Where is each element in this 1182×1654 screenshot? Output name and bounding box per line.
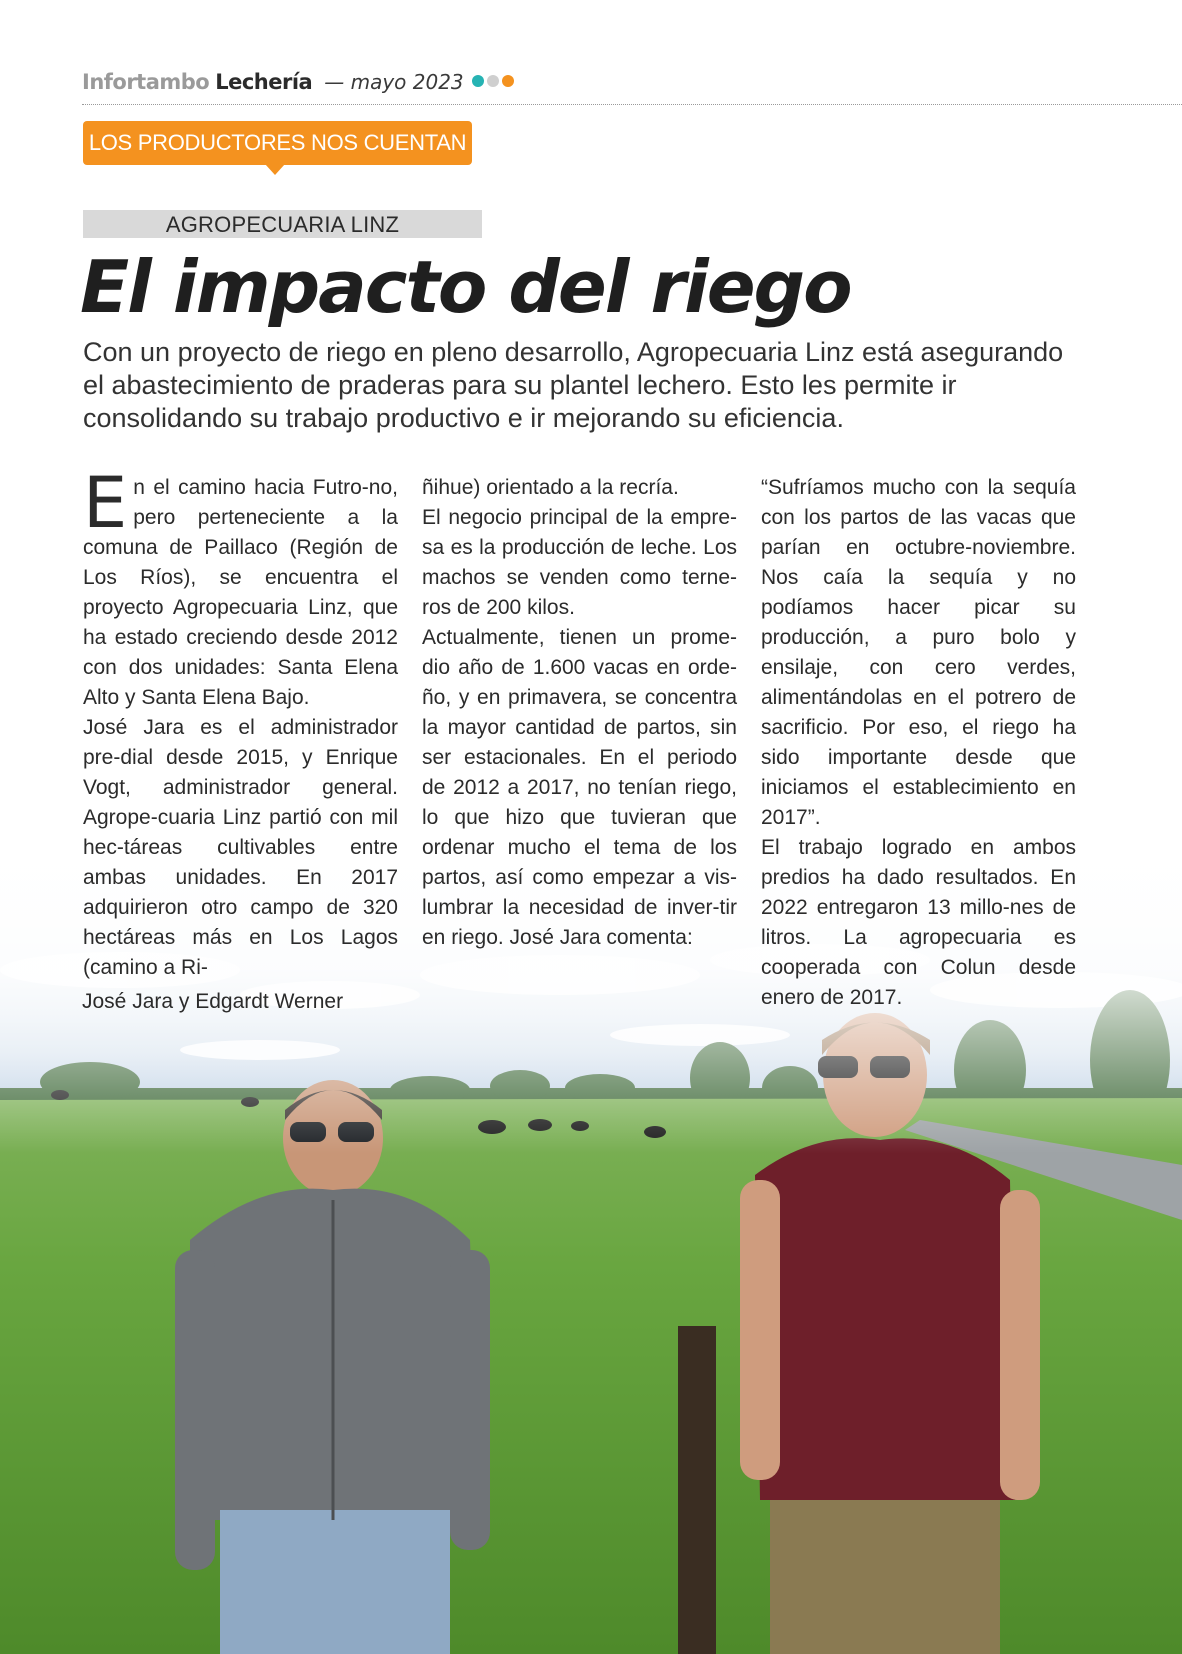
column-1 bbox=[83, 462, 398, 983]
column-3 bbox=[761, 473, 1076, 1013]
kicker-label: AGROPECUARIA LINZ bbox=[83, 210, 482, 238]
dot-gray bbox=[487, 75, 499, 87]
brand-secondary: Lechería bbox=[215, 70, 313, 94]
issue-date: — mayo 2023 bbox=[324, 70, 464, 94]
col2-paragraph-2: El negocio principal de la empre-sa es la producción de leche. Los machos se venden como terne-ros de 200 kilos. bbox=[422, 506, 737, 619]
drop-cap: E bbox=[83, 462, 128, 544]
col2-paragraph-3: Actualmente, tienen un prome-dio año de 1.600 vacas en orde-ño, y en primavera, se concentra la mayor cantidad de partos, sin ser estacionales. En el periodo de 2012 a 2017, no tenían riego, lo que hizo que tuvieran que ordenar mucho el tema de los partos, así como empezar a vis-lumbrar la necesidad de inver-tir en riego. José Jara comenta: bbox=[422, 626, 737, 949]
col1-paragraph-1-text: n el camino hacia Futro-no, pero perteneciente a la comuna de Paillaco (Región de Los Ríos), se encuentra el proyecto Agropecuaria Linz, que ha estado creciendo desde 2012 con dos unidades: Santa Elena Alto y Santa Elena Bajo. bbox=[83, 476, 398, 709]
col1-paragraph-2: José Jara es el administrador pre-dial desde 2015, y Enrique Vogt, administrador general. Agrope-cuaria Linz partió con mil hec-táreas cultivables entre ambas unidades. En 2017 adquirieron otro campo de 320 hectáreas más en Los Lagos (camino a Ri- bbox=[83, 716, 398, 979]
col1-paragraph-1 bbox=[83, 462, 398, 713]
header-divider bbox=[82, 104, 1182, 105]
photo-caption: José Jara y Edgardt Werner bbox=[82, 990, 344, 1013]
article-title: El impacto del riego bbox=[80, 245, 851, 329]
header-dots bbox=[472, 75, 514, 87]
section-tag: LOS PRODUCTORES NOS CUENTAN bbox=[83, 121, 472, 165]
col2-paragraph-1: ñihue) orientado a la recría. bbox=[422, 476, 679, 499]
article-lead: Con un proyecto de riego en pleno desarrollo, Agropecuaria Linz está asegurando el abastecimiento de praderas para su plantel lechero. Esto les permite ir consolidando su trabajo productivo e ir mejorando su eficiencia. bbox=[83, 337, 1064, 433]
dot-orange bbox=[502, 75, 514, 87]
brand-primary: Infortambo bbox=[82, 70, 210, 94]
running-header bbox=[82, 70, 514, 104]
col3-paragraph-2: El trabajo logrado en ambos predios ha dado resultados. En 2022 entregaron 13 millo-nes de litros. La agropecuaria es cooperada con Colun desde enero de 2017. bbox=[761, 836, 1076, 1009]
column-2 bbox=[422, 473, 737, 953]
dot-teal bbox=[472, 75, 484, 87]
col3-paragraph-1: “Sufríamos mucho con la sequía con los partos de las vacas que parían en octubre-noviembre. Nos caía la sequía y no podíamos hacer picar su producción, a puro bolo y ensilaje, con cero verdes, alimentándolas en el potrero de sacrificio. Por eso, el riego ha sido importante desde que iniciamos el establecimiento en 2017”. bbox=[761, 476, 1076, 829]
